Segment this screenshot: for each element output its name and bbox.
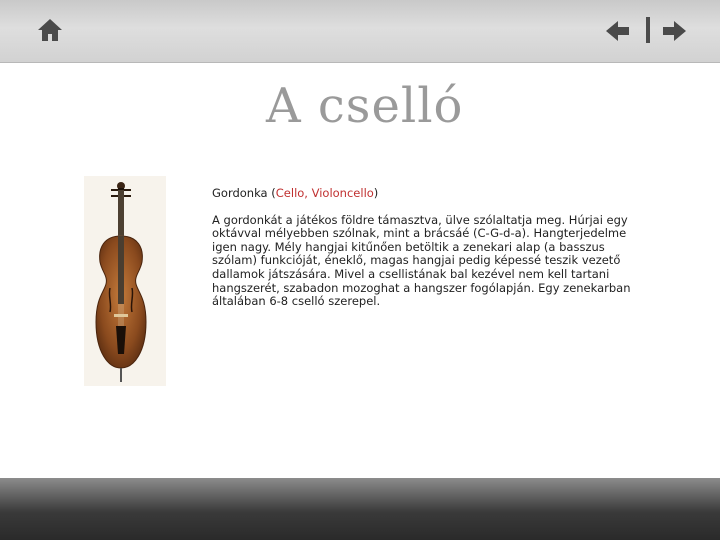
paren-close: ): [373, 186, 379, 200]
content-text: [212, 187, 632, 309]
instrument-heading: [212, 187, 632, 201]
cello-image: [84, 176, 166, 386]
description-paragraph: A gordonkát a játékos földre támasztva, ülve szólaltatja meg. Húrjai egy oktávval mélyebben szólnak, mint a brácsáé (C-G-d-a). Hangterjedelme igen nagy. Mély hangjai kitűnően betöltik a zenekari alap (a basszus szólam) funkcióját, éneklő, magas hangjai pedig képessé teszik vezető dallamok játszására. Mivel a csellistának bal kezével nem kell tartani hangszerét, szabadon mozoghat a hangszer fogólapján. Egy zenekarban általában 6-8 cselló szerepel.: [212, 212, 631, 309]
next-slide-button[interactable]: [662, 20, 686, 42]
slide-title: A cselló: [266, 78, 464, 134]
bottom-bar: [0, 478, 720, 540]
home-icon: [37, 17, 63, 43]
arrow-left-icon: [606, 20, 630, 42]
instrument-name: Gordonka: [212, 186, 268, 200]
previous-slide-button[interactable]: [606, 20, 630, 42]
top-toolbar: [0, 0, 720, 63]
home-button[interactable]: [37, 17, 63, 43]
arrow-right-icon: [662, 20, 686, 42]
nav-separator: [646, 17, 650, 43]
paren-open: (: [267, 186, 276, 200]
instrument-alt-names: Cello, Violoncello: [275, 186, 374, 200]
